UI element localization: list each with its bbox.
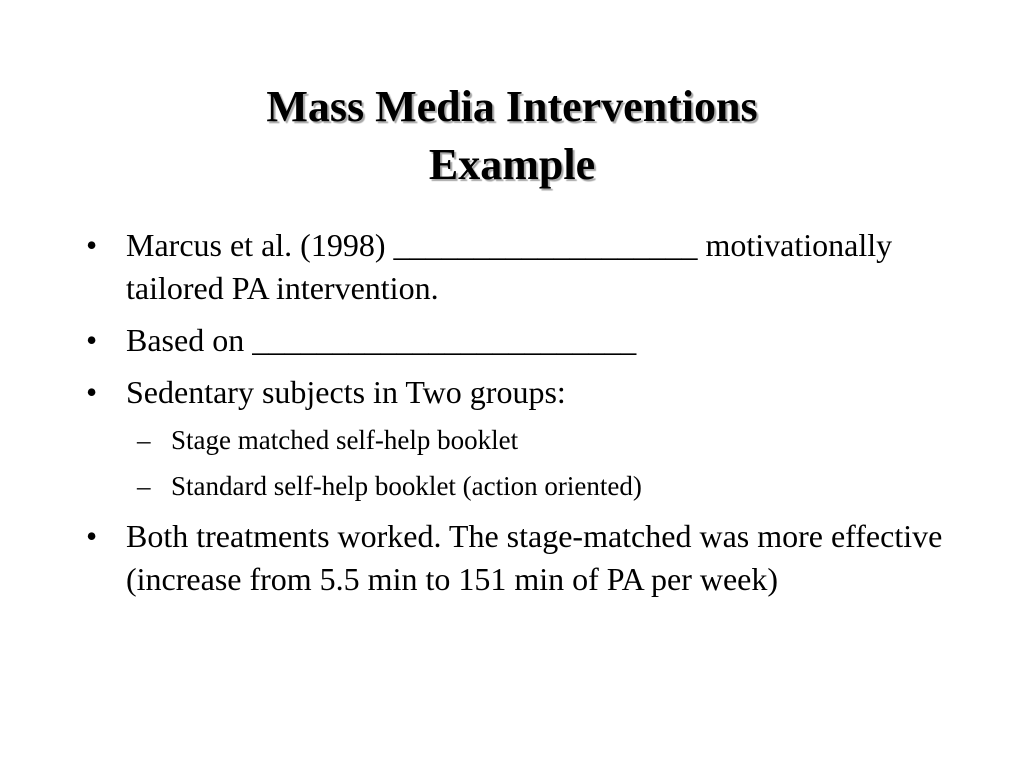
sub-bullet-text: Stage matched self-help booklet (171, 425, 519, 455)
sub-bullet-marker: – (137, 471, 151, 501)
bullet-text: Sedentary subjects in Two groups: (126, 374, 566, 410)
bullet-item-based-on (80, 319, 960, 362)
bullet-marker: • (86, 227, 98, 263)
bullet-text: Both treatments worked. The stage-matched was more effective (increase from 5.5 min to 151 min of PA per week) (126, 518, 943, 597)
bullet-marker: • (86, 374, 98, 410)
bullet-text: Based on ________________________ (126, 322, 637, 358)
bullet-item-results (80, 515, 960, 601)
sub-bullet-text: Standard self-help booklet (action oriented) (171, 471, 642, 501)
bullet-item-sedentary-groups (80, 371, 960, 414)
sub-bullet-stage-matched (80, 423, 960, 457)
slide-title-line-1: Mass Media Interventions (266, 82, 758, 131)
sub-bullet-standard (80, 469, 960, 503)
bullet-text: Marcus et al. (1998) ___________________ motivationally tailored PA intervention. (126, 227, 893, 306)
sub-bullet-marker: – (137, 425, 151, 455)
bullet-item-marcus (80, 224, 960, 310)
slide-title (112, 78, 912, 194)
bullet-list (80, 224, 960, 610)
bullet-marker: • (86, 518, 98, 554)
slide-title-line-2: Example (428, 140, 596, 189)
bullet-marker: • (86, 322, 98, 358)
